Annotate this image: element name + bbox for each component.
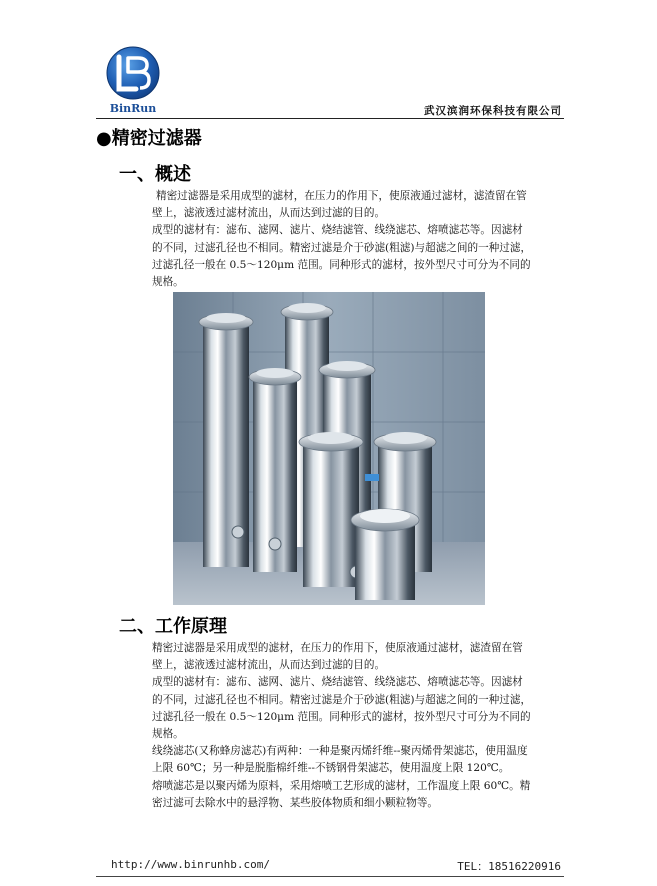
- paragraph-line: 过滤孔径一般在 0.5～120μm 范围。同种形式的滤材，按外型尺寸可分为不同的: [152, 258, 531, 271]
- paragraph-line: 上限 60℃；另一种是脱脂棉纤维--不锈钢骨架滤芯，使用温度上限 120℃。: [152, 762, 510, 775]
- paragraph-line: 壁上，滤液透过滤材流出，从而达到过滤的目的。: [152, 207, 386, 220]
- page-title: ●精密过滤器: [96, 128, 202, 149]
- filter-housings-photo: [173, 292, 485, 605]
- paragraph-line: 成型的滤材有：滤布、滤网、滤片、烧结滤管、线绕滤芯、熔喷滤芯等。因滤材: [152, 224, 523, 237]
- header-divider: [96, 118, 564, 119]
- paragraph-line: 熔喷滤芯是以聚丙烯为原料，采用熔喷工艺形成的滤材，工作温度上限 60℃。精: [152, 779, 531, 792]
- section-heading-principle: 二、工作原理: [119, 616, 227, 637]
- section-heading-overview: 一、概述: [119, 164, 191, 185]
- paragraph-line: 线绕滤芯(又称蜂房滤芯)有两种：一种是聚丙烯纤维--聚丙烯骨架滤芯，使用温度: [152, 745, 528, 758]
- footer-divider: [96, 876, 564, 877]
- binrun-logo: [106, 46, 160, 100]
- paragraph-line: 规格。: [152, 728, 184, 741]
- section-principle-body: [152, 640, 562, 812]
- company-name: 武汉滨润环保科技有限公司: [424, 105, 562, 117]
- paragraph-line: 规格。: [152, 276, 184, 289]
- paragraph-line: 壁上，滤液透过滤材流出，从而达到过滤的目的。: [152, 659, 386, 672]
- footer-tel: TEL：18516220916: [457, 860, 561, 873]
- paragraph-line: 的不同，过滤孔径也不相同。精密过滤是介于砂滤(粗滤)与超滤之间的一种过滤，: [152, 693, 532, 706]
- logo-wordmark: BinRun: [109, 102, 157, 115]
- paragraph-line: 密过滤可去除水中的悬浮物、某些胶体物质和细小颗粒物等。: [152, 796, 439, 809]
- paragraph-line: 成型的滤材有：滤布、滤网、滤片、烧结滤管、线绕滤芯、熔喷滤芯等。因滤材: [152, 676, 523, 689]
- paragraph-line: 精密过滤器是采用成型的滤材，在压力的作用下，使原液通过滤材，滤渣留在管: [152, 642, 523, 654]
- page-header: [96, 40, 564, 120]
- paragraph-line: 精密过滤器是采用成型的滤材，在压力的作用下，使原液通过滤材，滤渣留在管: [156, 190, 527, 202]
- footer-url[interactable]: http://www.binrunhb.com/: [111, 858, 270, 871]
- section-overview-body: [152, 188, 562, 291]
- paragraph-line: 的不同，过滤孔径也不相同。精密过滤是介于砂滤(粗滤)与超滤之间的一种过滤，: [152, 241, 532, 254]
- paragraph-line: 过滤孔径一般在 0.5～120μm 范围。同种形式的滤材，按外型尺寸可分为不同的: [152, 710, 531, 723]
